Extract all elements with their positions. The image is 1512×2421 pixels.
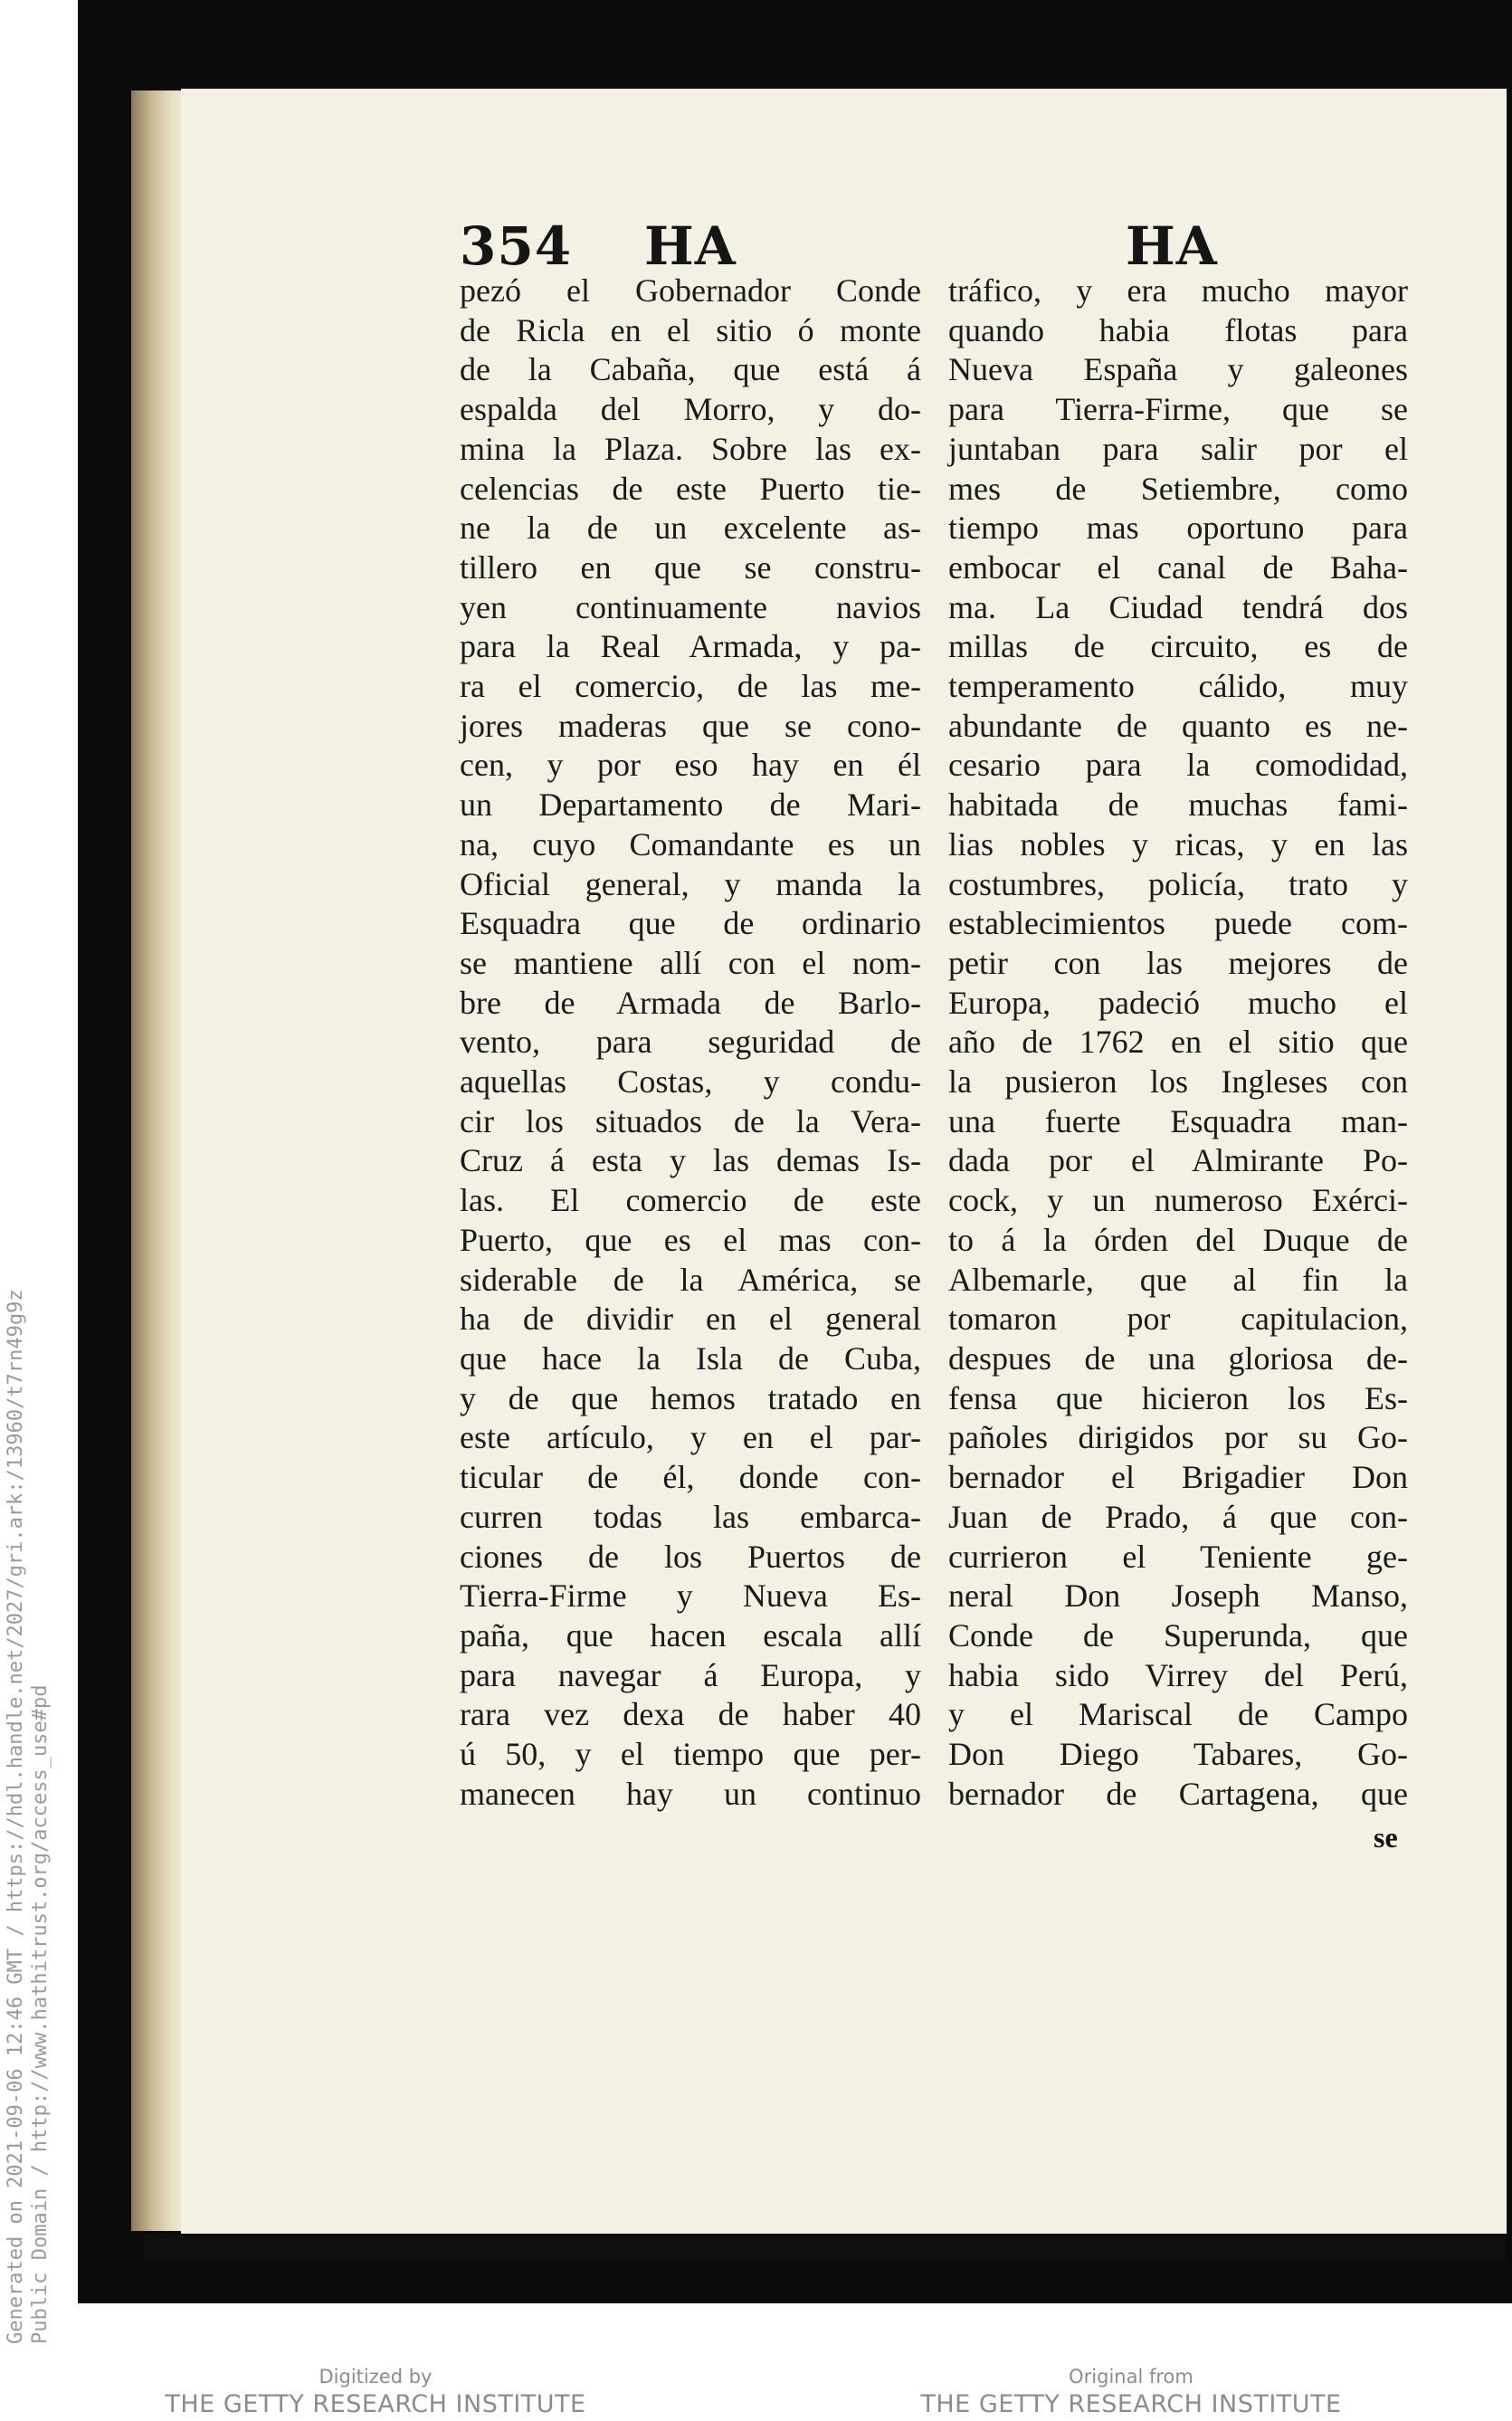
text-line: establecimientos puede com- <box>948 905 1408 942</box>
text-line: para la Real Armada, y pa- <box>460 628 921 665</box>
text-line: ciones de los Puertos de <box>460 1538 921 1575</box>
text-line: siderable de la América, se <box>460 1261 921 1298</box>
text-line: y el Mariscal de Campo <box>948 1696 1408 1733</box>
text-line: tráfico, y era mucho mayor <box>948 272 1408 309</box>
text-line: para navegar á Europa, y <box>460 1656 921 1693</box>
text-line: lias nobles y ricas, y en las <box>948 825 1408 863</box>
text-line: tillero en que se constru- <box>460 548 921 586</box>
text-line: yen continuamente navios <box>460 588 921 625</box>
text-line: jores maderas que se cono- <box>460 707 921 744</box>
text-line: Albemarle, que al fin la <box>948 1261 1408 1298</box>
text-line: bernador el Brigadier Don <box>948 1459 1408 1496</box>
text-line: Esquadra que de ordinario <box>460 905 921 942</box>
text-line: mina la Plaza. Sobre las ex- <box>460 430 921 467</box>
text-line: na, cuyo Comandante es un <box>460 825 921 863</box>
text-line: juntaban para salir por el <box>948 430 1408 467</box>
text-line: ú 50, y el tiempo que per- <box>460 1736 921 1773</box>
running-head-left: HA <box>644 215 737 277</box>
text-line: espalda del Morro, y do- <box>460 391 921 428</box>
text-line: costumbres, policía, trato y <box>948 865 1408 902</box>
text-line: un Departamento de Mari- <box>460 786 921 824</box>
footer-left-institution: THE GETTY RESEARCH INSTITUTE <box>165 2390 586 2418</box>
text-line: que hace la Isla de Cuba, <box>460 1339 921 1377</box>
text-line: dada por el Almirante Po- <box>948 1142 1408 1179</box>
text-line: se mantiene allí con el nom- <box>460 944 921 981</box>
text-line: celencias de este Puerto tie- <box>460 470 921 507</box>
footer-digitized-by <box>163 2364 588 2420</box>
text-line: ra el comercio, de las me- <box>460 668 921 705</box>
text-line: manecen hay un continuo <box>460 1775 921 1812</box>
footer-left-caption: Digitized by <box>319 2366 433 2388</box>
text-line: Europa, padeció mucho el <box>948 984 1408 1021</box>
text-line: cesario para la comodidad, <box>948 747 1408 784</box>
page-number: 354 <box>460 215 573 277</box>
text-line: pañoles dirigidos por su Go- <box>948 1419 1408 1456</box>
text-line: temperamento cálido, muy <box>948 668 1408 705</box>
footer-original-from <box>914 2364 1348 2420</box>
text-line: bernador de Cartagena, que <box>948 1775 1408 1812</box>
text-line: Tierra-Firme y Nueva Es- <box>460 1577 921 1615</box>
text-line: currieron el Teniente ge- <box>948 1538 1408 1575</box>
page-bottom-edge <box>145 2234 1507 2261</box>
footer-right-institution: THE GETTY RESEARCH INSTITUTE <box>920 2390 1342 2418</box>
text-line: de Ricla en el sitio ó monte <box>460 311 921 348</box>
text-line: y de que hemos tratado en <box>460 1379 921 1416</box>
text-line: Oficial general, y manda la <box>460 865 921 902</box>
text-line: petir con las mejores de <box>948 944 1408 981</box>
text-line: quando habia flotas para <box>948 311 1408 348</box>
text-line: aquellas Costas, y condu- <box>460 1063 921 1101</box>
text-line: las. El comercio de este <box>460 1182 921 1219</box>
text-line: este artículo, y en el par- <box>460 1419 921 1456</box>
text-line: fensa que hicieron los Es- <box>948 1379 1408 1416</box>
text-line: tiempo mas oportuno para <box>948 510 1408 547</box>
text-line: Juan de Prado, á que con- <box>948 1498 1408 1535</box>
stamp-line-2: Public Domain / http://www.hathitrust.org/access_use#pd <box>29 1684 52 2344</box>
text-line: habia sido Virrey del Perú, <box>948 1656 1408 1693</box>
text-line: mes de Setiembre, como <box>948 470 1408 507</box>
text-line: Nueva España y galeones <box>948 351 1408 388</box>
catchword: se <box>1374 1821 1398 1854</box>
text-line: curren todas las embarca- <box>460 1498 921 1535</box>
text-line: ticular de él, donde con- <box>460 1459 921 1496</box>
text-line: Cruz á esta y las demas Is- <box>460 1142 921 1179</box>
stamp-line-1: Generated on 2021-09-06 12:46 GMT / https://hdl.handle.net/2027/gri.ark:/13960/t7rn49g9z <box>5 1289 27 2344</box>
text-line: abundante de quanto es ne- <box>948 707 1408 744</box>
text-line: pezó el Gobernador Conde <box>460 272 921 309</box>
text-line: la pusieron los Ingleses con <box>948 1063 1408 1101</box>
text-line: bre de Armada de Barlo- <box>460 984 921 1021</box>
text-line: ma. La Ciudad tendrá dos <box>948 588 1408 625</box>
text-line: ha de dividir en el general <box>460 1301 921 1338</box>
text-line: para Tierra-Firme, que se <box>948 391 1408 428</box>
left-text-column <box>460 272 921 1814</box>
text-line: tomaron por capitulacion, <box>948 1301 1408 1338</box>
text-line: to á la órden del Duque de <box>948 1221 1408 1258</box>
text-line: Don Diego Tabares, Go- <box>948 1736 1408 1773</box>
text-line: vento, para seguridad de <box>460 1024 921 1061</box>
text-line: embocar el canal de Baha- <box>948 548 1408 586</box>
page-edge <box>131 91 187 2231</box>
text-line: neral Don Joseph Manso, <box>948 1577 1408 1615</box>
text-line: paña, que hacen escala allí <box>460 1616 921 1654</box>
text-line: cen, y por eso hay en él <box>460 747 921 784</box>
text-line: habitada de muchas fami- <box>948 786 1408 824</box>
text-line: cock, y un numeroso Exérci- <box>948 1182 1408 1219</box>
text-line: despues de una gloriosa de- <box>948 1339 1408 1377</box>
text-line: cir los situados de la Vera- <box>460 1102 921 1139</box>
running-head-right: HA <box>1126 215 1218 277</box>
text-line: millas de circuito, es de <box>948 628 1408 665</box>
text-line: rara vez dexa de haber 40 <box>460 1696 921 1733</box>
text-line: Puerto, que es el mas con- <box>460 1221 921 1258</box>
text-line: ne la de un excelente as- <box>460 510 921 547</box>
text-line: una fuerte Esquadra man- <box>948 1102 1408 1139</box>
right-text-column <box>948 272 1408 1814</box>
text-line: año de 1762 en el sitio que <box>948 1024 1408 1061</box>
text-line: de la Cabaña, que está á <box>460 351 921 388</box>
text-line: Conde de Superunda, que <box>948 1616 1408 1654</box>
footer-right-caption: Original from <box>1069 2366 1193 2388</box>
generation-stamp <box>4 1289 52 2344</box>
